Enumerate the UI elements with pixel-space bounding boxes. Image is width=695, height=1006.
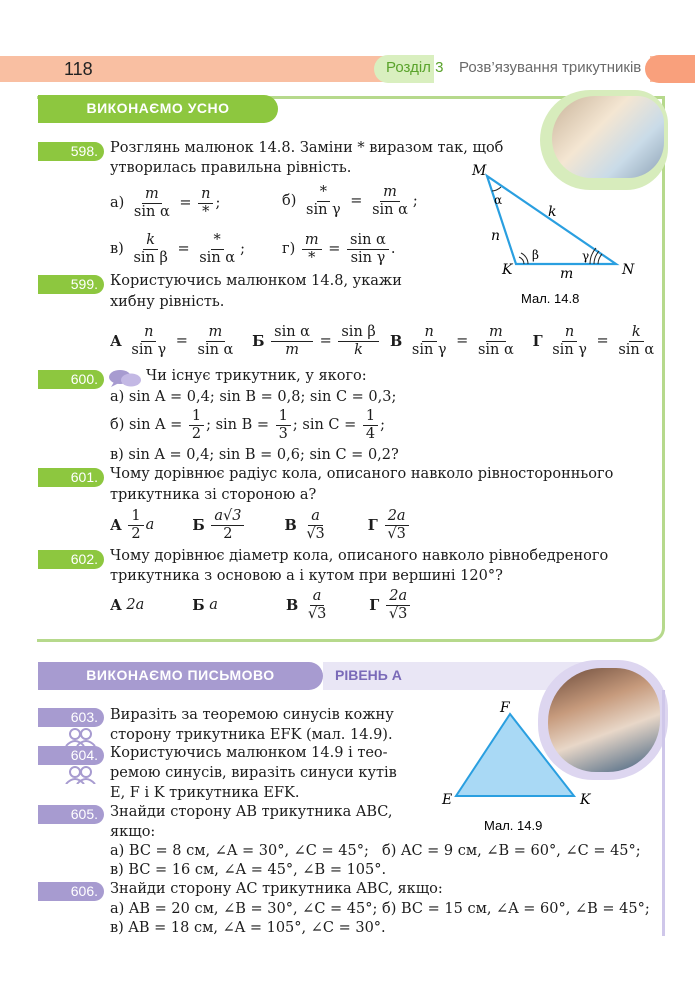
task-598-line2: утворилась правильна рівність. — [110, 160, 352, 176]
level-label: РІВЕНЬ А — [335, 667, 402, 683]
task-601-options: А $\frac{1}{2}$ a Б $\frac{a√3}{2}$ В $\frac{a}{√3}$ Г $\frac{2a}{√3}$ — [110, 508, 411, 542]
label-f: F — [500, 700, 510, 716]
discussion-icon — [108, 368, 142, 388]
task-604-line1: Користуючись малюнком 14.9 і тео- — [110, 745, 388, 761]
task-number-603: 603. — [38, 708, 104, 727]
task-602-line1: Чому дорівнює діаметр кола, описаного навколо рівнобедреного — [110, 548, 609, 564]
triangle-efk — [456, 714, 574, 796]
figure-14-8 — [466, 160, 646, 310]
task-606-b: б) BC = 15 см, ∠A = 60°, ∠B = 45°; — [382, 901, 650, 917]
task-605-a: а) BC = 8 см, ∠A = 30°, ∠C = 45°; — [110, 843, 369, 859]
task-606-a: а) AB = 20 см, ∠B = 30°, ∠C = 45°; — [110, 901, 378, 917]
task-601-line1: Чому дорівнює радіус кола, описаного навколо рівностороннього — [110, 466, 614, 482]
task-598-b: б) $\frac{*}{\text{sin γ}}$ = $\frac{m}{\text{sin α}}$ ; — [282, 184, 418, 218]
task-number-600: 600. — [38, 370, 104, 389]
label-n: n — [491, 228, 501, 244]
task-604-line3: E, F і K трикутника EFK. — [110, 785, 300, 801]
task-605-line2: якщо: — [110, 824, 156, 840]
label-gamma: γ — [582, 249, 590, 263]
header-tail — [645, 55, 695, 83]
task-number-606: 606. — [38, 882, 104, 901]
task-number-599: 599. — [38, 275, 104, 294]
label-k-vertex: K — [502, 262, 513, 278]
task-600-line1: Чи існує трикутник, у якого: — [146, 368, 367, 384]
task-603-line1: Виразіть за теоремою синусів кожну — [110, 707, 394, 723]
task-600-v: в) sin A = 0,4; sin B = 0,6; sin C = 0,2? — [110, 447, 399, 463]
task-598-a: а) $\frac{m}{\text{sin α}}$ = $\frac{n}{*}$ ; — [110, 186, 221, 220]
figure-caption-14-9: Мал. 14.9 — [484, 818, 543, 833]
task-605-line1: Знайди сторону AB трикутника ABC, — [110, 804, 393, 820]
task-598-v: в) $\frac{k}{\text{sin β}}$ = $\frac{*}{\text{sin α}}$ ; — [110, 232, 245, 266]
task-number-604: 604. — [38, 746, 104, 765]
figure-14-9 — [436, 696, 596, 834]
task-603-line2: сторону трикутника EFK (мал. 14.9). — [110, 727, 393, 743]
label-beta: β — [532, 248, 539, 262]
pair-work-icon-2 — [64, 766, 98, 784]
task-number-602: 602. — [38, 550, 104, 569]
page-number: 118 — [64, 59, 93, 79]
task-604-line2: ремою синусів, виразіть синуси кутів — [110, 765, 397, 781]
written-section-title: ВИКОНАЄМО ПИСЬМОВО — [38, 662, 323, 690]
label-k: K — [580, 792, 591, 808]
task-606-v: в) AB = 18 см, ∠A = 105°, ∠C = 30°. — [110, 920, 386, 936]
label-n-vertex: N — [622, 262, 635, 278]
task-602-options: А 2a Б a В $\frac{a}{√3}$ Г $\frac{2a}{√3}$ — [110, 588, 412, 622]
label-m: M — [472, 163, 487, 179]
task-599-line2: хибну рівність. — [110, 294, 225, 310]
section-label: Розділ 3 — [386, 59, 444, 76]
task-600-a: а) sin A = 0,4; sin B = 0,8; sin C = 0,3; — [110, 389, 397, 405]
task-605-b: б) AC = 9 см, ∠B = 60°, ∠C = 45°; — [382, 843, 641, 859]
task-606-line1: Знайди сторону AC трикутника ABC, якщо: — [110, 881, 443, 897]
oral-section-title: ВИКОНАЄМО УСНО — [38, 95, 278, 123]
figure-caption-14-8: Мал. 14.8 — [521, 291, 580, 306]
written-section-line — [662, 690, 665, 936]
triangle-mkn — [487, 176, 616, 264]
task-number-605: 605. — [38, 805, 104, 824]
label-m-side: m — [560, 266, 574, 282]
task-598-line1: Розглянь малюнок 14.8. Заміни * виразом так, щоб — [110, 140, 504, 156]
task-605-v: в) BC = 16 см, ∠A = 45°, ∠B = 105°. — [110, 862, 387, 878]
pair-work-icon — [64, 728, 98, 746]
label-e: E — [442, 792, 453, 808]
task-599-line1: Користуючись малюнком 14.8, укажи — [110, 273, 402, 289]
task-599-options: А $\frac{n}{\text{sin γ}}$ = $\frac{m}{\text{sin α}}$ Б $\frac{\text{sin α}}{m}$ = $\frac{\text{sin β}}{k}$ В $\frac{n}{\text{sin γ}}$ = $\frac{m}{\text{sin α}}$ Г $\frac{n}{\text{sin γ}}$ = $\frac{k}{\text{sin α}}$ — [110, 324, 655, 358]
task-598-g: г) $\frac{m}{*}$ = $\frac{\text{sin α}}{\text{sin γ}}$ . — [282, 232, 396, 266]
task-number-601: 601. — [38, 468, 104, 487]
task-602-line2: трикутника з основою a і кутом при вершині 120°? — [110, 568, 503, 584]
chapter-title: Розв’язування трикутників — [459, 59, 642, 76]
task-600-b: б) sin A = $\frac{1}{2}$ ; sin B = $\frac{1}{3}$ ; sin C = $\frac{1}{4}$ ; — [110, 408, 385, 442]
label-alpha: α — [494, 193, 503, 207]
task-number-598: 598. — [38, 142, 104, 161]
label-k-side: k — [548, 204, 557, 220]
task-601-line2: трикутника зі стороною a? — [110, 487, 317, 503]
